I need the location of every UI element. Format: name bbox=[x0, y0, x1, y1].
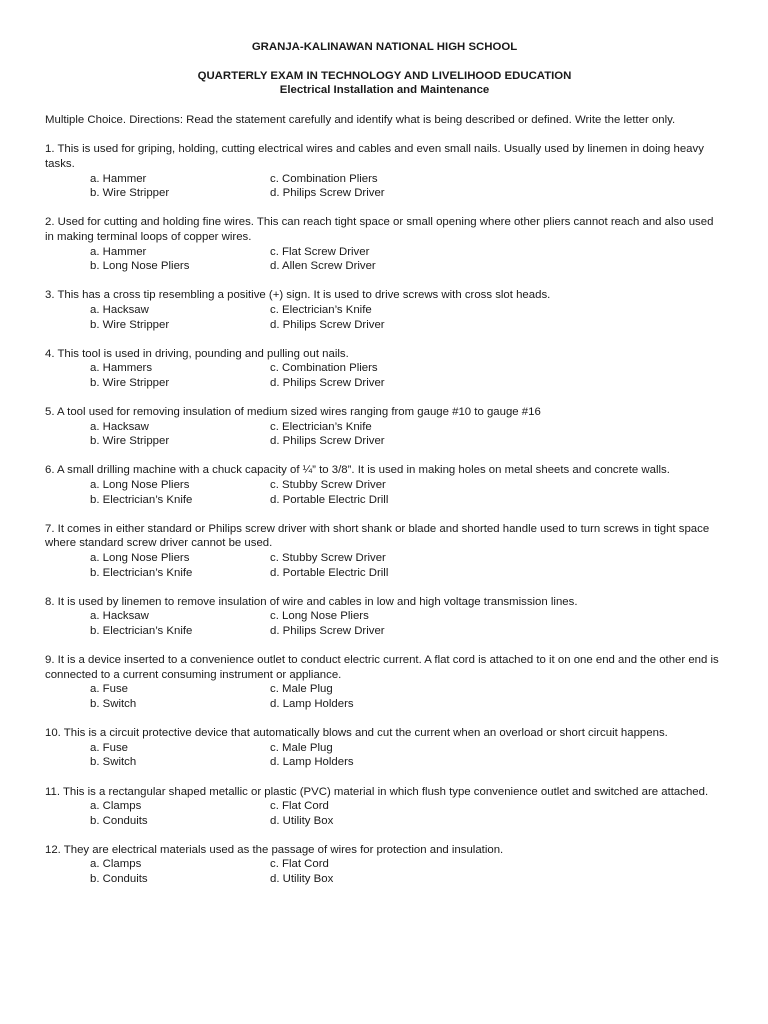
question-4 bbox=[45, 347, 724, 391]
answer-choice: a. Hammers bbox=[90, 362, 153, 375]
answer-choice: b. Wire Stripper bbox=[90, 376, 170, 389]
answer-choice: b. Switch bbox=[90, 756, 137, 769]
question-text: 6. A small drilling machine with a chuck capacity of ¼” to 3/8”. It is used in making holes on metal sheets and concrete walls. bbox=[45, 464, 670, 477]
question-text: 2. Used for cutting and holding fine wires. This can reach tight space or small opening where other pliers cannot reach and also used in making terminal loops of copper wires. bbox=[45, 216, 714, 243]
question-1 bbox=[45, 142, 724, 200]
question-text: 7. It comes in either standard or Philips screw driver with short shank or blade and shorted handle used to turn screws in tight space where standard screw driver cannot be used. bbox=[45, 522, 710, 550]
choice-list bbox=[45, 420, 724, 449]
answer-choice: b. Wire Stripper bbox=[90, 435, 170, 448]
answer-choice: a. Hacksaw bbox=[90, 610, 149, 623]
answer-choice: c. Stubby Screw Driver bbox=[270, 479, 386, 492]
answer-choice: b. Wire Stripper bbox=[90, 318, 170, 331]
answer-choice: a. Long Nose Pliers bbox=[90, 552, 190, 564]
answer-choice: d. Utility Box bbox=[270, 873, 334, 886]
answer-choice: a. Fuse bbox=[90, 683, 128, 696]
question-text: 5. A tool used for removing insulation of medium sized wires ranging from gauge #10 to gauge #16 bbox=[45, 406, 541, 419]
choice-list bbox=[45, 682, 724, 711]
choice-list bbox=[45, 245, 724, 274]
choice-list bbox=[45, 857, 724, 886]
answer-choice: c. Flat Cord bbox=[270, 858, 329, 871]
choice-list bbox=[45, 303, 724, 332]
question-6 bbox=[45, 463, 724, 507]
question-7 bbox=[45, 522, 724, 580]
answer-choice: d. Lamp Holders bbox=[270, 697, 354, 710]
answer-choice: c. Combination Pliers bbox=[270, 362, 378, 375]
answer-choice: a. Long Nose Pliers bbox=[90, 479, 190, 492]
answer-choice: a. Hammer bbox=[90, 245, 147, 258]
answer-choice: c. Male Plug bbox=[270, 741, 333, 754]
answer-choice: b. Electrician’s Knife bbox=[90, 566, 193, 579]
exam-header bbox=[45, 40, 724, 98]
question-8 bbox=[45, 595, 724, 639]
answer-choice: b. Long Nose Pliers bbox=[90, 260, 190, 273]
question-text: 11. This is a rectangular shaped metallic or plastic (PVC) material in which flush type convenience outlet and switched are attached. bbox=[45, 785, 709, 798]
answer-choice: a. Hacksaw bbox=[90, 303, 149, 316]
answer-choice: d. Philips Screw Driver bbox=[270, 624, 385, 637]
answer-choice: b. Conduits bbox=[90, 873, 148, 886]
choice-list bbox=[45, 799, 724, 828]
answer-choice: b. Conduits bbox=[90, 814, 148, 827]
question-text: 10. This is a circuit protective device that automatically blows and cut the current when an overload or short circuit happens. bbox=[45, 727, 668, 740]
answer-choice: d. Philips Screw Driver bbox=[270, 318, 385, 331]
answer-choice: a. Clamps bbox=[90, 858, 142, 871]
answer-choice: b. Electrician’s Knife bbox=[90, 493, 193, 506]
answer-choice: d. Portable Electric Drill bbox=[270, 493, 389, 506]
answer-choice: d. Philips Screw Driver bbox=[270, 187, 385, 200]
choice-list bbox=[45, 741, 724, 770]
question-5 bbox=[45, 405, 724, 449]
question-text: 12. They are electrical materials used as the passage of wires for protection and insulation. bbox=[45, 843, 504, 856]
question-text: 4. This tool is used in driving, pounding and pulling out nails. bbox=[45, 347, 349, 360]
answer-choice: c. Flat Screw Driver bbox=[270, 245, 370, 258]
question-text: 8. It is used by linemen to remove insulation of wire and cables in low and high voltage transmission lines. bbox=[45, 595, 578, 608]
question-12 bbox=[45, 843, 724, 887]
answer-choice: d. Portable Electric Drill bbox=[270, 566, 389, 579]
answer-choice: d. Allen Screw Driver bbox=[270, 260, 376, 273]
school-name: GRANJA-KALINAWAN NATIONAL HIGH SCHOOL bbox=[251, 41, 518, 53]
answer-choice: a. Hacksaw bbox=[90, 420, 149, 433]
question-11 bbox=[45, 785, 724, 829]
question-3 bbox=[45, 288, 724, 332]
answer-choice: a. Hammer bbox=[90, 172, 147, 185]
answer-choice: b. Wire Stripper bbox=[90, 187, 170, 200]
answer-choice: c. Flat Cord bbox=[270, 800, 329, 813]
question-text: 3. This has a cross tip resembling a positive (+) sign. It is used to drive screws with cross slot heads. bbox=[45, 289, 551, 302]
answer-choice: a. Clamps bbox=[90, 800, 142, 813]
answer-choice: d. Philips Screw Driver bbox=[270, 435, 385, 448]
answer-choice: c. Combination Pliers bbox=[270, 172, 378, 185]
choice-list bbox=[45, 551, 724, 580]
answer-choice: c. Stubby Screw Driver bbox=[270, 552, 386, 564]
answer-choice: b. Electrician’s Knife bbox=[90, 624, 193, 637]
answer-choice: c. Electrician’s Knife bbox=[270, 303, 372, 316]
exam-title: QUARTERLY EXAM IN TECHNOLOGY AND LIVELIHOOD EDUCATION bbox=[197, 69, 572, 82]
answer-choice: c. Long Nose Pliers bbox=[270, 610, 369, 623]
choice-list bbox=[45, 361, 724, 390]
choice-list bbox=[45, 609, 724, 638]
answer-choice: c. Male Plug bbox=[270, 683, 333, 696]
question-text: 9. It is a device inserted to a convenience outlet to conduct electric current. A flat cord is attached to it on one end and the other end is connected to a current consuming instrument or appliance. bbox=[45, 654, 719, 681]
answer-choice: d. Utility Box bbox=[270, 814, 334, 827]
question-list bbox=[45, 142, 724, 886]
choice-list bbox=[45, 478, 724, 507]
subject-title: Electrical Installation and Maintenance bbox=[279, 84, 490, 97]
answer-choice: d. Lamp Holders bbox=[270, 756, 354, 769]
answer-choice: c. Electrician’s Knife bbox=[270, 420, 372, 433]
choice-list bbox=[45, 172, 724, 201]
directions: Multiple Choice. Directions: Read the statement carefully and identify what is being described or defined. Write the letter only. bbox=[45, 113, 676, 126]
answer-choice: b. Switch bbox=[90, 697, 137, 710]
answer-choice: d. Philips Screw Driver bbox=[270, 376, 385, 389]
answer-choice: a. Fuse bbox=[90, 741, 128, 754]
question-10 bbox=[45, 726, 724, 770]
question-text: 1. This is used for griping, holding, cutting electrical wires and cables and even small nails. Usually used by linemen in doing heavy tasks. bbox=[45, 143, 704, 170]
question-9 bbox=[45, 653, 724, 711]
question-2 bbox=[45, 215, 724, 273]
